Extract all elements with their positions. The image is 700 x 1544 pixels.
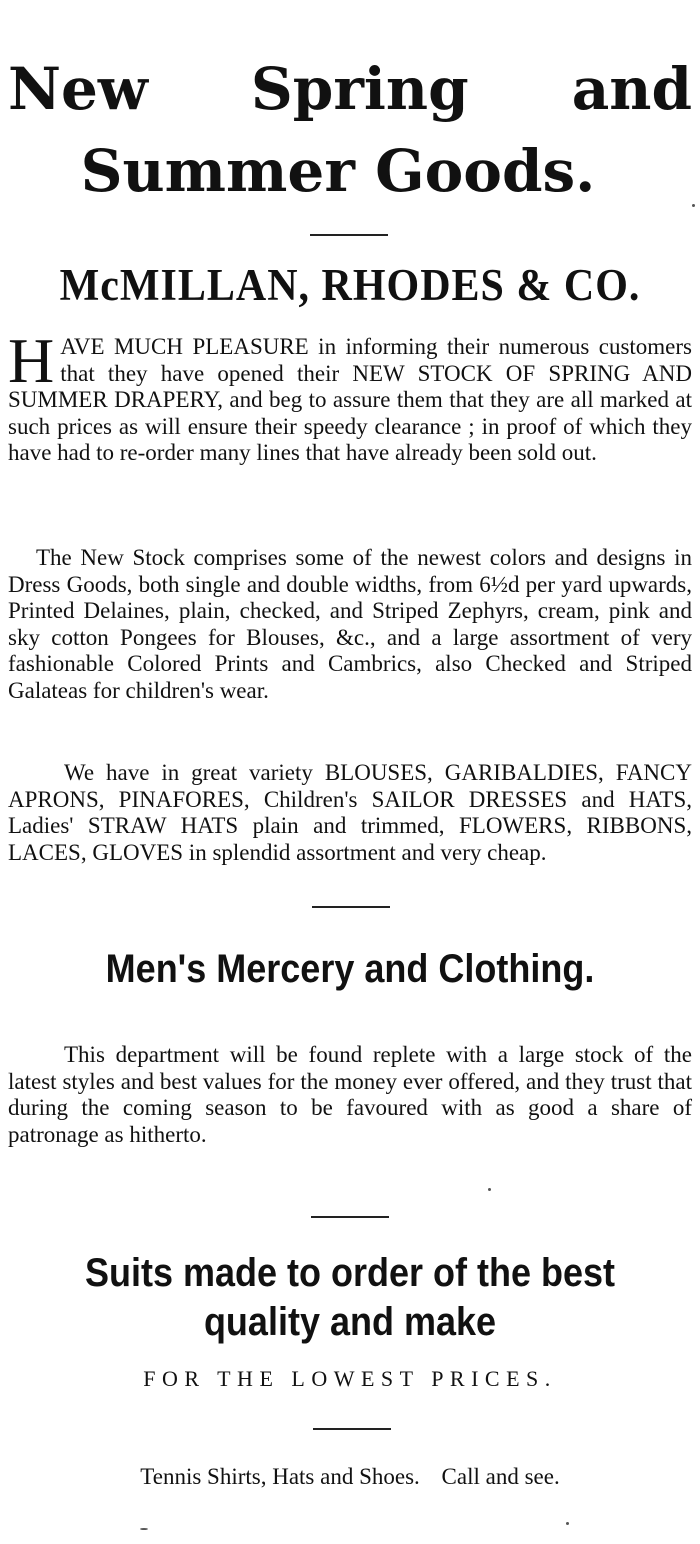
print-speck <box>566 1522 569 1525</box>
print-speck <box>692 204 695 207</box>
headline-line-2: Summer Goods. <box>80 137 596 205</box>
new-stock-paragraph: The New Stock comprises some of the newest colors and designs in Dress Goods, both single and double widths, from 6½d per yard upwards, Printed Delaines, plain, checked, and Striped Zephyrs, cream, pink and sky cotton Pongees for Blouses, &c., and a large assortment of very fashionable Colored Prints and Cambrics, also Checked and Striped Galateas for children's wear. <box>8 545 692 703</box>
intro-paragraph <box>8 325 692 467</box>
headline-word-new: New <box>8 55 148 123</box>
mercery-heading: Men's Mercery and Clothing. <box>105 947 595 991</box>
prices-tagline: FOR THE LOWEST PRICES. <box>143 1366 557 1391</box>
headline-line-1 <box>8 48 692 130</box>
headline-word-and: and <box>571 55 692 123</box>
print-speck <box>140 1528 148 1530</box>
print-speck <box>488 1188 491 1191</box>
footer-items: Tennis Shirts, Hats and Shoes. <box>140 1464 420 1489</box>
intro-text: AVE MUCH PLEASURE in informing their numerous customers that they have opened their NEW STOCK OF SPRING AND SUMMER DRAPERY, and beg to assure them that they are all marked at such prices as will ensure their speedy clearance ; in proof of which they have had to re-order many lines that have already been sold out. <box>8 334 692 465</box>
suits-heading-line-2: quality and make <box>203 1300 497 1344</box>
firm-name: McMILLAN, RHODES & CO. <box>59 261 641 311</box>
divider-rule <box>312 906 390 908</box>
divider-rule <box>310 234 388 236</box>
footer-call: Call and see. <box>441 1464 560 1489</box>
headline-word-spring: Spring <box>250 55 469 123</box>
suits-heading-line-1: Suits made to order of the best <box>84 1251 616 1295</box>
divider-rule <box>313 1428 391 1430</box>
drop-cap: H <box>8 325 55 396</box>
divider-rule <box>311 1216 389 1218</box>
mercery-paragraph: This department will be found replete with a large stock of the latest styles and best values for the money ever offered, and they trust that during the coming season to be favoured with as good a share of patronage as hitherto. <box>8 1042 692 1147</box>
variety-paragraph: We have in great variety BLOUSES, GARIBALDIES, FANCY APRONS, PINAFORES, Children's SAILOR DRESSES and HATS, Ladies' STRAW HATS plain and trimmed, FLOWERS, RIBBONS, LACES, GLOVES in splendid assortment and very cheap. <box>8 760 692 865</box>
footer-line <box>0 1460 700 1494</box>
